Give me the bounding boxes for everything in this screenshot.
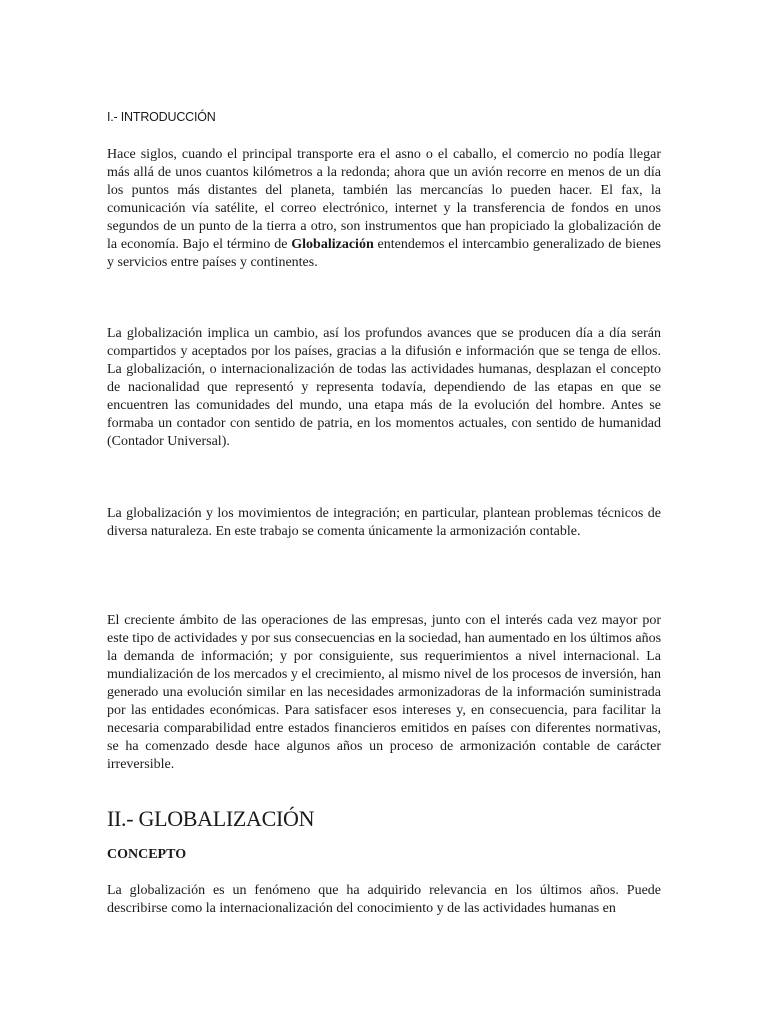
subheading-concepto: CONCEPTO (107, 847, 187, 862)
paragraph-1-text: Hace siglos, cuando el principal transporte era el asno o el caballo, el comercio no podía llegar más allá de unos cuantos kilómetros a la redonda; ahora que un avión recorre en menos de un día los puntos más distantes del planeta, también las mercancías lo pueden hacer. El fax, la comunicación vía satélite, el correo electrónico, internet y la transferencia de fondos en unos segundos de un punto de la tierra a otro, son instrumentos que han propiciado la globalización de la economía. Bajo el término de (107, 147, 661, 252)
paragraph-3: La globalización y los movimientos de integración; en particular, plantean problemas técnicos de diversa naturaleza. En este trabajo se comenta únicamente la armonización contable. (107, 506, 661, 539)
keyword-globalizacion: Globalización (291, 237, 374, 252)
paragraph-2: La globalización implica un cambio, así los profundos avances que se producen día a día serán compartidos y aceptados por los países, gracias a la difusión e información que se tenga de ellos. La globalización, o internacionalización de todas las actividades humanas, desplazan el concepto de nacionalidad que representó y representa todavía, dependiendo de las etapas en que se encuentren las comunidades del mundo, una etapa más de la evolución del hombre. Antes se formaba un contador con sentido de patria, en los momentos actuales, con sentido de humanidad (Contador Universal). (107, 326, 661, 449)
paragraph-4: El creciente ámbito de las operaciones de las empresas, junto con el interés cada vez mayor por este tipo de actividades y por sus consecuencias en la sociedad, han aumentado en los últimos años la demanda de información; y por consiguiente, sus requerimientos a nivel internacional. La mundialización de los mercados y el crecimiento, al mismo nivel de los procesos de inversión, han generado una evolución similar en las necesidades armonizadoras de la información suministrada por las entidades económicas. Para satisfacer esos intereses y, en consecuencia, para facilitar la necesaria comparabilidad entre estados financieros emitidos en países con diferentes normativas, se ha comenzado desde hace algunos años un proceso de armonización contable de carácter irreversible. (107, 613, 662, 772)
paragraph-1 (107, 146, 661, 272)
section-heading-introduccion: I.- INTRODUCCIÓN (107, 110, 216, 124)
section-heading-globalizacion: II.- GLOBALIZACIÓN (107, 806, 315, 831)
paragraph-1-text-end: entendemos el intercambio generalizado de bienes y servicios entre países y continentes. (107, 237, 662, 270)
paragraph-5: La globalización es un fenómeno que ha adquirido relevancia en los últimos años. Puede describirse como la internacionalización del conocimiento y de las actividades humanas en (107, 883, 661, 916)
